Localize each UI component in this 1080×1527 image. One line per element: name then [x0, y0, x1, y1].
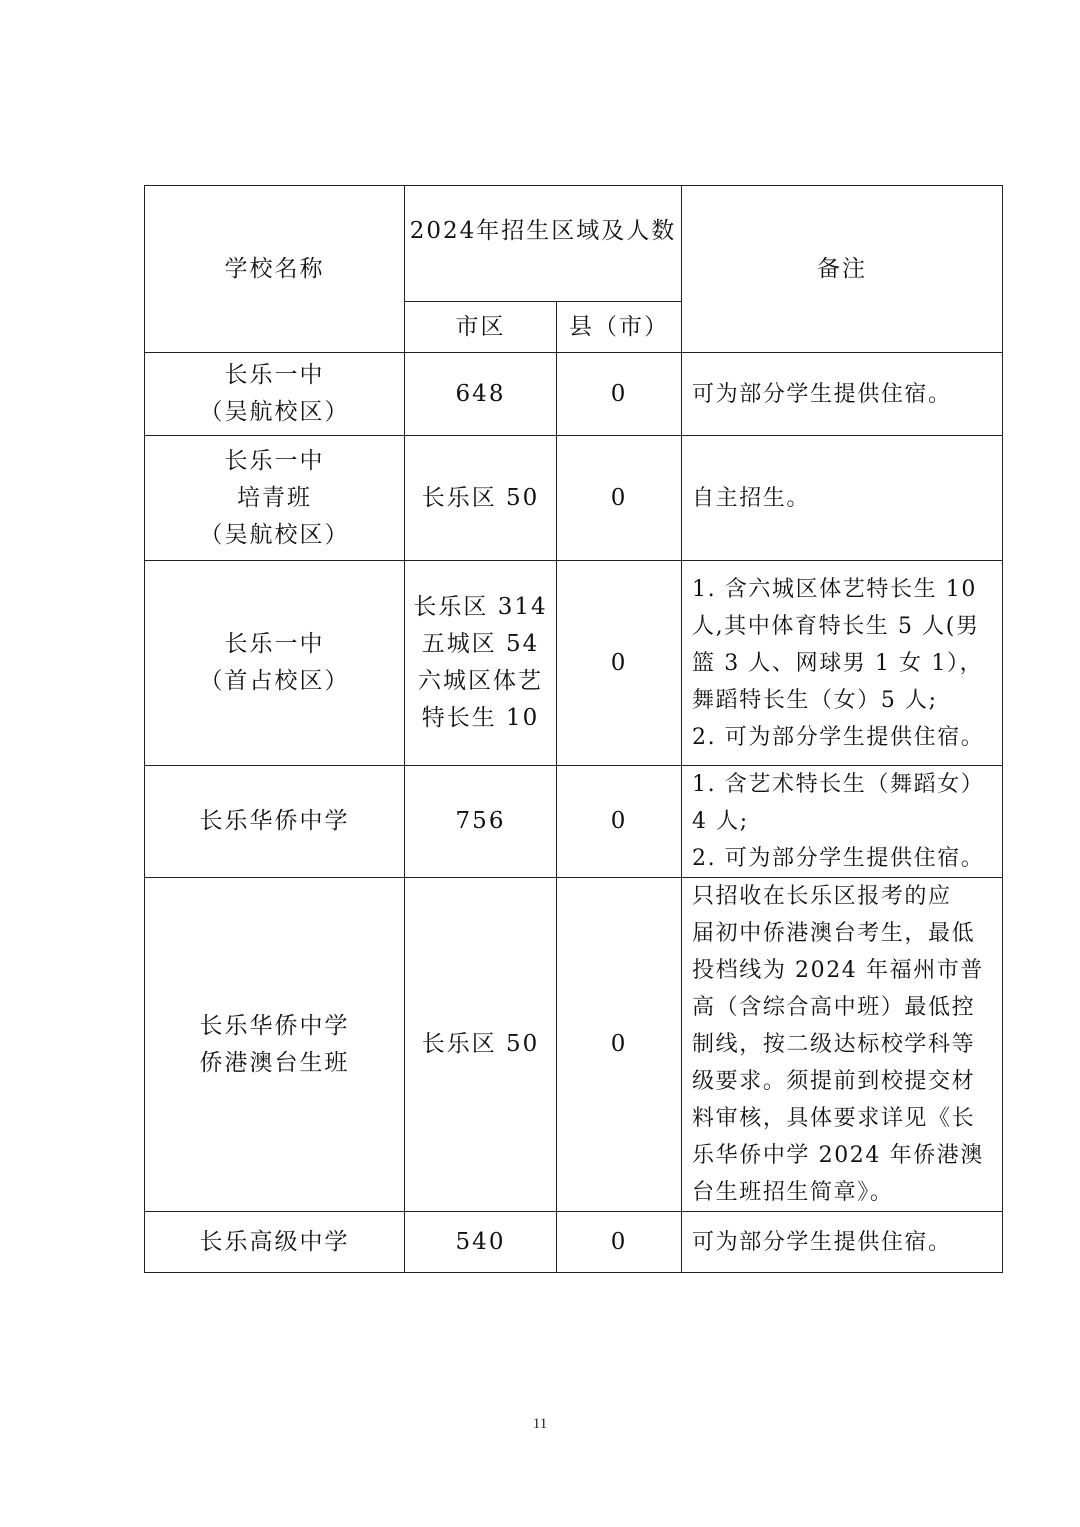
table-row — [145, 1212, 1003, 1273]
table-row — [145, 353, 1003, 436]
remark-cell — [682, 1212, 1003, 1273]
city-line: 540 — [455, 1228, 506, 1255]
header-city: 市区 — [405, 302, 557, 353]
remark-line: 只招收在长乐区报考的应 — [692, 884, 952, 909]
remark-line: 可为部分学生提供住宿。 — [692, 1229, 952, 1255]
remark-line: 可为部分学生提供住宿。 — [692, 381, 952, 407]
table-row — [145, 766, 1003, 878]
remark-line: 4 人; — [692, 809, 749, 834]
school-cell — [145, 878, 405, 1212]
city-line: 长乐区 314 — [413, 594, 548, 620]
city-cell — [405, 1212, 557, 1273]
city-line: 长乐区 50 — [421, 1031, 540, 1057]
city-cell — [405, 766, 557, 878]
school-cell — [145, 766, 405, 878]
table-row — [145, 561, 1003, 766]
page-number: 11 — [532, 1416, 548, 1432]
remark-line: 届初中侨港澳台考生，最低 — [692, 921, 976, 946]
school-line: 长乐一中 — [224, 447, 325, 474]
city-cell — [405, 436, 557, 561]
table-row — [145, 436, 1003, 561]
county-cell: 0 — [557, 561, 682, 766]
county-cell: 0 — [557, 436, 682, 561]
city-line: 特长生 10 — [421, 705, 540, 731]
school-line: 侨港澳台生班 — [199, 1049, 350, 1076]
remark-line: 料审核，具体要求详见《长 — [692, 1106, 976, 1131]
header-quota-group — [405, 186, 682, 302]
remark-line: 1. 含艺术特长生（舞蹈女） — [692, 772, 985, 797]
county-cell: 0 — [557, 353, 682, 436]
remark-cell — [682, 436, 1003, 561]
school-line: 培青班 — [237, 484, 312, 511]
county-cell: 0 — [557, 878, 682, 1212]
school-cell — [145, 436, 405, 561]
remark-cell — [682, 353, 1003, 436]
header-remark: 备注 — [682, 186, 1003, 353]
school-line: （首占校区） — [199, 668, 350, 694]
remark-line: 篮 3 人、网球男 1 女 1）， — [692, 650, 984, 676]
remark-cell — [682, 561, 1003, 766]
header-county: 县（市） — [557, 302, 682, 353]
city-line: 六城区体艺 — [418, 668, 543, 694]
school-line: （吴航校区） — [199, 521, 350, 548]
city-line: 五城区 54 — [421, 631, 540, 657]
remark-line: 投档线为 2024 年福州市普 — [692, 958, 984, 983]
table-row — [145, 878, 1003, 1212]
remark-line: 人,其中体育特长生 5 人(男 — [692, 613, 980, 639]
remark-line: 制线，按二级达标校学科等 — [692, 1032, 976, 1057]
remark-cell — [682, 878, 1003, 1212]
remark-line: 2. 可为部分学生提供住宿。 — [692, 846, 985, 871]
city-line: 长乐区 50 — [421, 484, 540, 511]
remark-cell — [682, 766, 1003, 878]
school-line: 长乐华侨中学 — [199, 1012, 350, 1039]
remark-line: 高（含综合高中班）最低控 — [692, 995, 976, 1020]
school-cell — [145, 561, 405, 766]
school-line: 长乐一中 — [224, 362, 325, 388]
remark-line: 乐华侨中学 2024 年侨港澳 — [692, 1143, 984, 1168]
header-school-name: 学校名称 — [145, 186, 405, 353]
city-line: 756 — [455, 808, 506, 834]
school-line: 长乐一中 — [224, 631, 325, 657]
enrollment-table — [144, 185, 1003, 1273]
city-cell — [405, 353, 557, 436]
city-cell — [405, 878, 557, 1212]
remark-line: 2. 可为部分学生提供住宿。 — [692, 724, 985, 750]
remark-line: 舞蹈特长生（女）5 人; — [692, 687, 938, 713]
city-line: 648 — [455, 380, 506, 407]
city-cell — [405, 561, 557, 766]
county-cell: 0 — [557, 1212, 682, 1273]
school-line: 长乐华侨中学 — [199, 808, 350, 834]
remark-line: 台生班招生简章》。 — [692, 1180, 894, 1205]
table-header-row — [145, 186, 1003, 302]
school-line: 长乐高级中学 — [199, 1228, 350, 1255]
county-cell: 0 — [557, 766, 682, 878]
remark-line: 自主招生。 — [692, 485, 811, 511]
remark-line: 级要求。须提前到校提交材 — [692, 1069, 976, 1094]
header-quota-group-label: 2024年招生区域及人数 — [409, 218, 677, 244]
remark-line: 1. 含六城区体艺特长生 10 — [692, 576, 977, 602]
school-cell — [145, 1212, 405, 1273]
school-cell — [145, 353, 405, 436]
school-line: （吴航校区） — [199, 399, 350, 425]
